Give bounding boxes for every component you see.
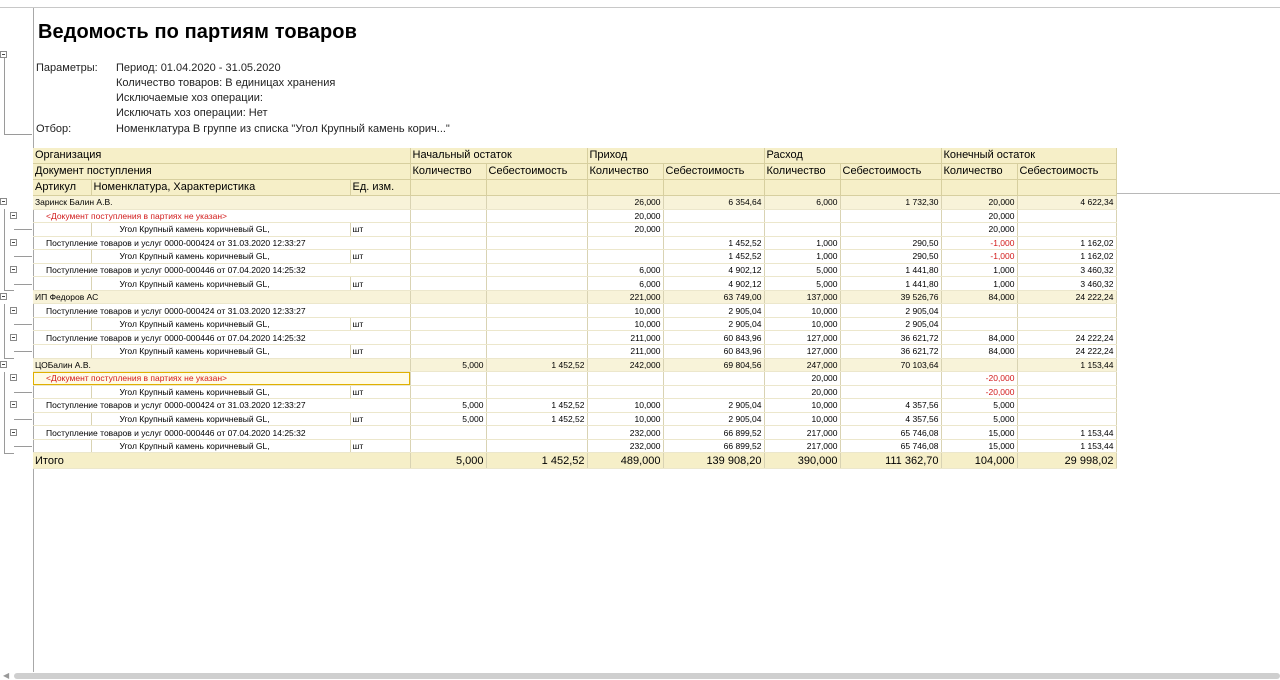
- tree-group-line: [4, 304, 5, 358]
- scroll-left-icon[interactable]: ◀: [3, 671, 10, 680]
- report-title: Ведомость по партиям товаров: [38, 21, 358, 43]
- document-row[interactable]: [33, 372, 1116, 386]
- qty-cell: 211,000: [587, 345, 663, 359]
- cost-cell: 1 441,80: [840, 263, 941, 277]
- cost-cell: 69 804,56: [663, 358, 764, 372]
- filter-value: Номенклатура В группе из списка "Угол Крупный камень корич...": [116, 123, 450, 135]
- header-qty: Количество: [941, 164, 1017, 180]
- article-cell: [33, 439, 91, 453]
- cost-cell: 1 452,52: [486, 412, 587, 426]
- tree-group-end: [4, 290, 14, 291]
- qty-cell: 84,000: [941, 290, 1017, 304]
- cost-cell: 2 905,04: [840, 304, 941, 318]
- nomenclature-cell: Угол Крупный камень коричневый GL,: [91, 385, 350, 399]
- qty-cell: 5,000: [941, 399, 1017, 413]
- cost-cell: 65 746,08: [840, 426, 941, 440]
- qty-cell: -20,000: [941, 385, 1017, 399]
- collapse-document-icon[interactable]: [10, 374, 17, 381]
- qty-cell: 137,000: [764, 290, 840, 304]
- qty-cell: 10,000: [764, 317, 840, 331]
- org-name-cell: ИП Федоров АС: [33, 290, 410, 304]
- nomenclature-cell: Угол Крупный камень коричневый GL,: [91, 439, 350, 453]
- document-name-cell: <Документ поступления в партиях не указан>: [33, 372, 410, 386]
- header-row-doc: [33, 164, 1116, 180]
- cost-cell: [840, 223, 941, 237]
- cost-cell: [663, 223, 764, 237]
- item-row[interactable]: [33, 439, 1116, 453]
- tree-branch-line: [14, 229, 32, 230]
- qty-cell: [410, 345, 486, 359]
- cost-cell: 1 153,44: [1017, 358, 1116, 372]
- collapse-document-icon[interactable]: [10, 307, 17, 314]
- qty-cell: 217,000: [764, 426, 840, 440]
- cost-cell: [486, 277, 587, 291]
- cost-cell: [486, 345, 587, 359]
- qty-cell: 211,000: [587, 331, 663, 345]
- header-doc: Документ поступления: [33, 164, 410, 180]
- cost-cell: 1 452,52: [486, 358, 587, 372]
- tree-group-end: [4, 358, 14, 359]
- org-row[interactable]: [33, 290, 1116, 304]
- cost-cell: [486, 426, 587, 440]
- item-row[interactable]: [33, 345, 1116, 359]
- cost-cell: [486, 223, 587, 237]
- qty-cell: 10,000: [764, 399, 840, 413]
- cost-cell: 66 899,52: [663, 439, 764, 453]
- document-name-cell: Поступление товаров и услуг 0000-000424 от 31.03.2020 12:33:27: [33, 399, 410, 413]
- unit-cell: шт: [350, 223, 410, 237]
- top-border: [0, 7, 1280, 8]
- qty-cell: [941, 358, 1017, 372]
- nomenclature-cell: Угол Крупный камень коричневый GL,: [91, 250, 350, 264]
- cost-cell: 3 460,32: [1017, 277, 1116, 291]
- cost-cell: 70 103,64: [840, 358, 941, 372]
- qty-cell: [410, 277, 486, 291]
- tree-branch-line: [14, 392, 32, 393]
- param-line: Количество товаров: В единицах хранения: [116, 77, 336, 89]
- cost-cell: [486, 290, 587, 304]
- collapse-org-icon[interactable]: [0, 293, 7, 300]
- total-qty-cell: 390,000: [764, 453, 840, 469]
- total-row: [33, 453, 1116, 469]
- qty-cell: [410, 304, 486, 318]
- qty-cell: [587, 250, 663, 264]
- qty-cell: 20,000: [587, 223, 663, 237]
- document-row[interactable]: [33, 209, 1116, 223]
- item-row[interactable]: [33, 250, 1116, 264]
- cost-cell: [486, 196, 587, 210]
- document-name-cell: Поступление товаров и услуг 0000-000446 от 07.04.2020 14:25:32: [33, 426, 410, 440]
- cost-cell: [663, 209, 764, 223]
- collapse-document-icon[interactable]: [10, 401, 17, 408]
- cost-cell: 1 153,44: [1017, 439, 1116, 453]
- qty-cell: 15,000: [941, 439, 1017, 453]
- cost-cell: 66 899,52: [663, 426, 764, 440]
- cost-cell: [663, 372, 764, 386]
- unit-cell: шт: [350, 385, 410, 399]
- collapse-document-icon[interactable]: [10, 334, 17, 341]
- document-row[interactable]: [33, 263, 1116, 277]
- qty-cell: 20,000: [587, 209, 663, 223]
- tree-group-end: [4, 453, 14, 454]
- cost-cell: 2 905,04: [663, 317, 764, 331]
- nomenclature-cell: Угол Крупный камень коричневый GL,: [91, 223, 350, 237]
- param-line: Период: 01.04.2020 - 31.05.2020: [116, 62, 281, 74]
- header-qty: Количество: [410, 164, 486, 180]
- org-name-cell: Заринск Балин А.В.: [33, 196, 410, 210]
- qty-cell: 5,000: [764, 277, 840, 291]
- cost-cell: [486, 236, 587, 250]
- qty-cell: 84,000: [941, 345, 1017, 359]
- article-cell: [33, 223, 91, 237]
- total-label: Итого: [33, 453, 410, 469]
- header-group-start: Начальный остаток: [410, 148, 587, 164]
- qty-cell: 1,000: [764, 236, 840, 250]
- cost-cell: [486, 263, 587, 277]
- article-cell: [33, 345, 91, 359]
- qty-cell: [410, 223, 486, 237]
- cost-cell: 1 162,02: [1017, 250, 1116, 264]
- document-name-cell: Поступление товаров и услуг 0000-000446 от 07.04.2020 14:25:32: [33, 331, 410, 345]
- qty-cell: [587, 372, 663, 386]
- qty-cell: 20,000: [941, 223, 1017, 237]
- cost-cell: 1 452,52: [663, 250, 764, 264]
- filter-label: Отбор:: [36, 123, 72, 135]
- horizontal-scrollbar[interactable]: [14, 673, 1280, 679]
- document-row[interactable]: [33, 304, 1116, 318]
- qty-cell: 10,000: [764, 304, 840, 318]
- cost-cell: [486, 317, 587, 331]
- unit-cell: шт: [350, 277, 410, 291]
- document-row[interactable]: [33, 331, 1116, 345]
- collapse-org-icon[interactable]: [0, 198, 7, 205]
- total-cost-cell: 29 998,02: [1017, 453, 1116, 469]
- qty-cell: 221,000: [587, 290, 663, 304]
- cost-cell: 4 902,12: [663, 263, 764, 277]
- cost-cell: 65 746,08: [840, 439, 941, 453]
- cost-cell: [486, 331, 587, 345]
- qty-cell: 5,000: [410, 412, 486, 426]
- qty-cell: [410, 426, 486, 440]
- qty-cell: 10,000: [587, 317, 663, 331]
- item-row[interactable]: [33, 412, 1116, 426]
- header-cost: Себестоимость: [840, 164, 941, 180]
- collapse-org-icon[interactable]: [0, 361, 7, 368]
- gutter-tick-header: [4, 134, 32, 135]
- cost-cell: 1 441,80: [840, 277, 941, 291]
- qty-cell: 232,000: [587, 439, 663, 453]
- qty-cell: 20,000: [764, 372, 840, 386]
- cost-cell: 1 732,30: [840, 196, 941, 210]
- cost-cell: 24 222,24: [1017, 345, 1116, 359]
- item-row[interactable]: [33, 223, 1116, 237]
- cost-cell: 4 902,12: [663, 277, 764, 291]
- cost-cell: 1 162,02: [1017, 236, 1116, 250]
- cost-cell: [1017, 209, 1116, 223]
- cost-cell: [840, 372, 941, 386]
- qty-cell: 10,000: [764, 412, 840, 426]
- collapse-header-icon[interactable]: [0, 51, 7, 58]
- cost-cell: 4 357,56: [840, 399, 941, 413]
- header-nomenclature: Номенклатура, Характеристика: [91, 180, 350, 196]
- cost-cell: 3 460,32: [1017, 263, 1116, 277]
- right-separator: [1116, 193, 1280, 194]
- report-table: [33, 148, 1117, 469]
- qty-cell: [587, 385, 663, 399]
- cost-cell: [486, 372, 587, 386]
- param-line: Исключаемые хоз операции:: [116, 92, 263, 104]
- qty-cell: 5,000: [941, 412, 1017, 426]
- cost-cell: [486, 250, 587, 264]
- qty-cell: 5,000: [410, 358, 486, 372]
- cost-cell: 1 452,52: [663, 236, 764, 250]
- collapse-document-icon[interactable]: [10, 212, 17, 219]
- cost-cell: 2 905,04: [840, 317, 941, 331]
- total-qty-cell: 5,000: [410, 453, 486, 469]
- qty-cell: [410, 385, 486, 399]
- nomenclature-cell: Угол Крупный камень коричневый GL,: [91, 317, 350, 331]
- cost-cell: [486, 209, 587, 223]
- tree-branch-line: [14, 446, 32, 447]
- cost-cell: 60 843,96: [663, 345, 764, 359]
- qty-cell: [410, 263, 486, 277]
- document-name-cell: Поступление товаров и услуг 0000-000446 от 07.04.2020 14:25:32: [33, 263, 410, 277]
- collapse-document-icon[interactable]: [10, 239, 17, 246]
- nomenclature-cell: Угол Крупный камень коричневый GL,: [91, 412, 350, 426]
- item-row[interactable]: [33, 385, 1116, 399]
- total-cost-cell: 1 452,52: [486, 453, 587, 469]
- unit-cell: шт: [350, 439, 410, 453]
- qty-cell: [587, 236, 663, 250]
- qty-cell: [410, 331, 486, 345]
- org-row[interactable]: [33, 196, 1116, 210]
- tree-branch-line: [14, 419, 32, 420]
- cost-cell: 63 749,00: [663, 290, 764, 304]
- cost-cell: [1017, 372, 1116, 386]
- cost-cell: 2 905,04: [663, 412, 764, 426]
- cost-cell: 36 621,72: [840, 331, 941, 345]
- unit-cell: шт: [350, 317, 410, 331]
- total-qty-cell: 104,000: [941, 453, 1017, 469]
- cost-cell: [486, 304, 587, 318]
- cost-cell: [1017, 399, 1116, 413]
- cost-cell: [1017, 385, 1116, 399]
- qty-cell: 20,000: [764, 385, 840, 399]
- cost-cell: 290,50: [840, 236, 941, 250]
- tree-group-line: [4, 372, 5, 453]
- qty-cell: [410, 209, 486, 223]
- qty-cell: 20,000: [941, 196, 1017, 210]
- qty-cell: 15,000: [941, 426, 1017, 440]
- cost-cell: [1017, 223, 1116, 237]
- article-cell: [33, 412, 91, 426]
- cost-cell: 60 843,96: [663, 331, 764, 345]
- collapse-document-icon[interactable]: [10, 429, 17, 436]
- nomenclature-cell: Угол Крупный камень коричневый GL,: [91, 345, 350, 359]
- qty-cell: 1,000: [941, 263, 1017, 277]
- header-group-income: Приход: [587, 148, 764, 164]
- header-cost: Себестоимость: [486, 164, 587, 180]
- param-line: Исключать хоз операции: Нет: [116, 107, 268, 119]
- qty-cell: 1,000: [764, 250, 840, 264]
- qty-cell: -20,000: [941, 372, 1017, 386]
- tree-branch-line: [14, 351, 32, 352]
- qty-cell: [941, 317, 1017, 331]
- cost-cell: [840, 209, 941, 223]
- qty-cell: [941, 304, 1017, 318]
- qty-cell: [410, 250, 486, 264]
- qty-cell: 6,000: [764, 196, 840, 210]
- qty-cell: 1,000: [941, 277, 1017, 291]
- qty-cell: [410, 196, 486, 210]
- qty-cell: [410, 372, 486, 386]
- total-cost-cell: 139 908,20: [663, 453, 764, 469]
- cost-cell: [1017, 412, 1116, 426]
- header-unit: Ед. изм.: [350, 180, 410, 196]
- cost-cell: 39 526,76: [840, 290, 941, 304]
- cost-cell: [840, 385, 941, 399]
- cost-cell: 36 621,72: [840, 345, 941, 359]
- cost-cell: 6 354,64: [663, 196, 764, 210]
- qty-cell: 84,000: [941, 331, 1017, 345]
- cost-cell: [486, 385, 587, 399]
- qty-cell: 217,000: [764, 439, 840, 453]
- qty-cell: [410, 290, 486, 304]
- qty-cell: [410, 317, 486, 331]
- qty-cell: [410, 236, 486, 250]
- item-row[interactable]: [33, 277, 1116, 291]
- article-cell: [33, 317, 91, 331]
- cost-cell: 24 222,24: [1017, 331, 1116, 345]
- qty-cell: -1,000: [941, 236, 1017, 250]
- qty-cell: 6,000: [587, 263, 663, 277]
- header-row-org: [33, 148, 1116, 164]
- unit-cell: шт: [350, 345, 410, 359]
- header-qty: Количество: [764, 164, 840, 180]
- cost-cell: 4 357,56: [840, 412, 941, 426]
- document-row[interactable]: [33, 426, 1116, 440]
- qty-cell: 10,000: [587, 412, 663, 426]
- qty-cell: 10,000: [587, 304, 663, 318]
- qty-cell: 10,000: [587, 399, 663, 413]
- total-qty-cell: 489,000: [587, 453, 663, 469]
- tree-group-line: [4, 209, 5, 290]
- qty-cell: 247,000: [764, 358, 840, 372]
- document-name-cell: Поступление товаров и услуг 0000-000424 от 31.03.2020 12:33:27: [33, 236, 410, 250]
- org-name-cell: ЦОБалин А.В.: [33, 358, 410, 372]
- document-row[interactable]: [33, 236, 1116, 250]
- header-row-item: [33, 180, 1116, 196]
- unit-cell: шт: [350, 250, 410, 264]
- header-org: Организация: [33, 148, 410, 164]
- unit-cell: шт: [350, 412, 410, 426]
- nomenclature-cell: Угол Крупный камень коричневый GL,: [91, 277, 350, 291]
- qty-cell: -1,000: [941, 250, 1017, 264]
- collapse-document-icon[interactable]: [10, 266, 17, 273]
- gutter-line-header: [4, 58, 5, 134]
- cost-cell: 2 905,04: [663, 304, 764, 318]
- header-cost: Себестоимость: [1017, 164, 1116, 180]
- tree-branch-line: [14, 324, 32, 325]
- qty-cell: 127,000: [764, 345, 840, 359]
- qty-cell: 5,000: [764, 263, 840, 277]
- cost-cell: [1017, 304, 1116, 318]
- qty-cell: 242,000: [587, 358, 663, 372]
- document-name-cell: Поступление товаров и услуг 0000-000424 от 31.03.2020 12:33:27: [33, 304, 410, 318]
- article-cell: [33, 277, 91, 291]
- article-cell: [33, 385, 91, 399]
- tree-branch-line: [14, 256, 32, 257]
- qty-cell: 127,000: [764, 331, 840, 345]
- cost-cell: [486, 439, 587, 453]
- cost-cell: 24 222,24: [1017, 290, 1116, 304]
- cost-cell: 1 452,52: [486, 399, 587, 413]
- qty-cell: 6,000: [587, 277, 663, 291]
- qty-cell: [764, 209, 840, 223]
- qty-cell: [410, 439, 486, 453]
- document-row[interactable]: [33, 399, 1116, 413]
- params-label: Параметры:: [36, 62, 98, 74]
- cost-cell: 2 905,04: [663, 399, 764, 413]
- cost-cell: [1017, 317, 1116, 331]
- qty-cell: [764, 223, 840, 237]
- qty-cell: 5,000: [410, 399, 486, 413]
- qty-cell: 232,000: [587, 426, 663, 440]
- item-row[interactable]: [33, 317, 1116, 331]
- article-cell: [33, 250, 91, 264]
- header-cost: Себестоимость: [663, 164, 764, 180]
- cost-cell: [663, 385, 764, 399]
- header-article: Артикул: [33, 180, 91, 196]
- cost-cell: 290,50: [840, 250, 941, 264]
- document-name-cell: <Документ поступления в партиях не указан>: [33, 209, 410, 223]
- total-cost-cell: 111 362,70: [840, 453, 941, 469]
- qty-cell: 26,000: [587, 196, 663, 210]
- header-group-end: Конечный остаток: [941, 148, 1116, 164]
- org-row[interactable]: [33, 358, 1116, 372]
- tree-branch-line: [14, 284, 32, 285]
- header-qty: Количество: [587, 164, 663, 180]
- header-group-expense: Расход: [764, 148, 941, 164]
- cost-cell: 1 153,44: [1017, 426, 1116, 440]
- cost-cell: 4 622,34: [1017, 196, 1116, 210]
- qty-cell: 20,000: [941, 209, 1017, 223]
